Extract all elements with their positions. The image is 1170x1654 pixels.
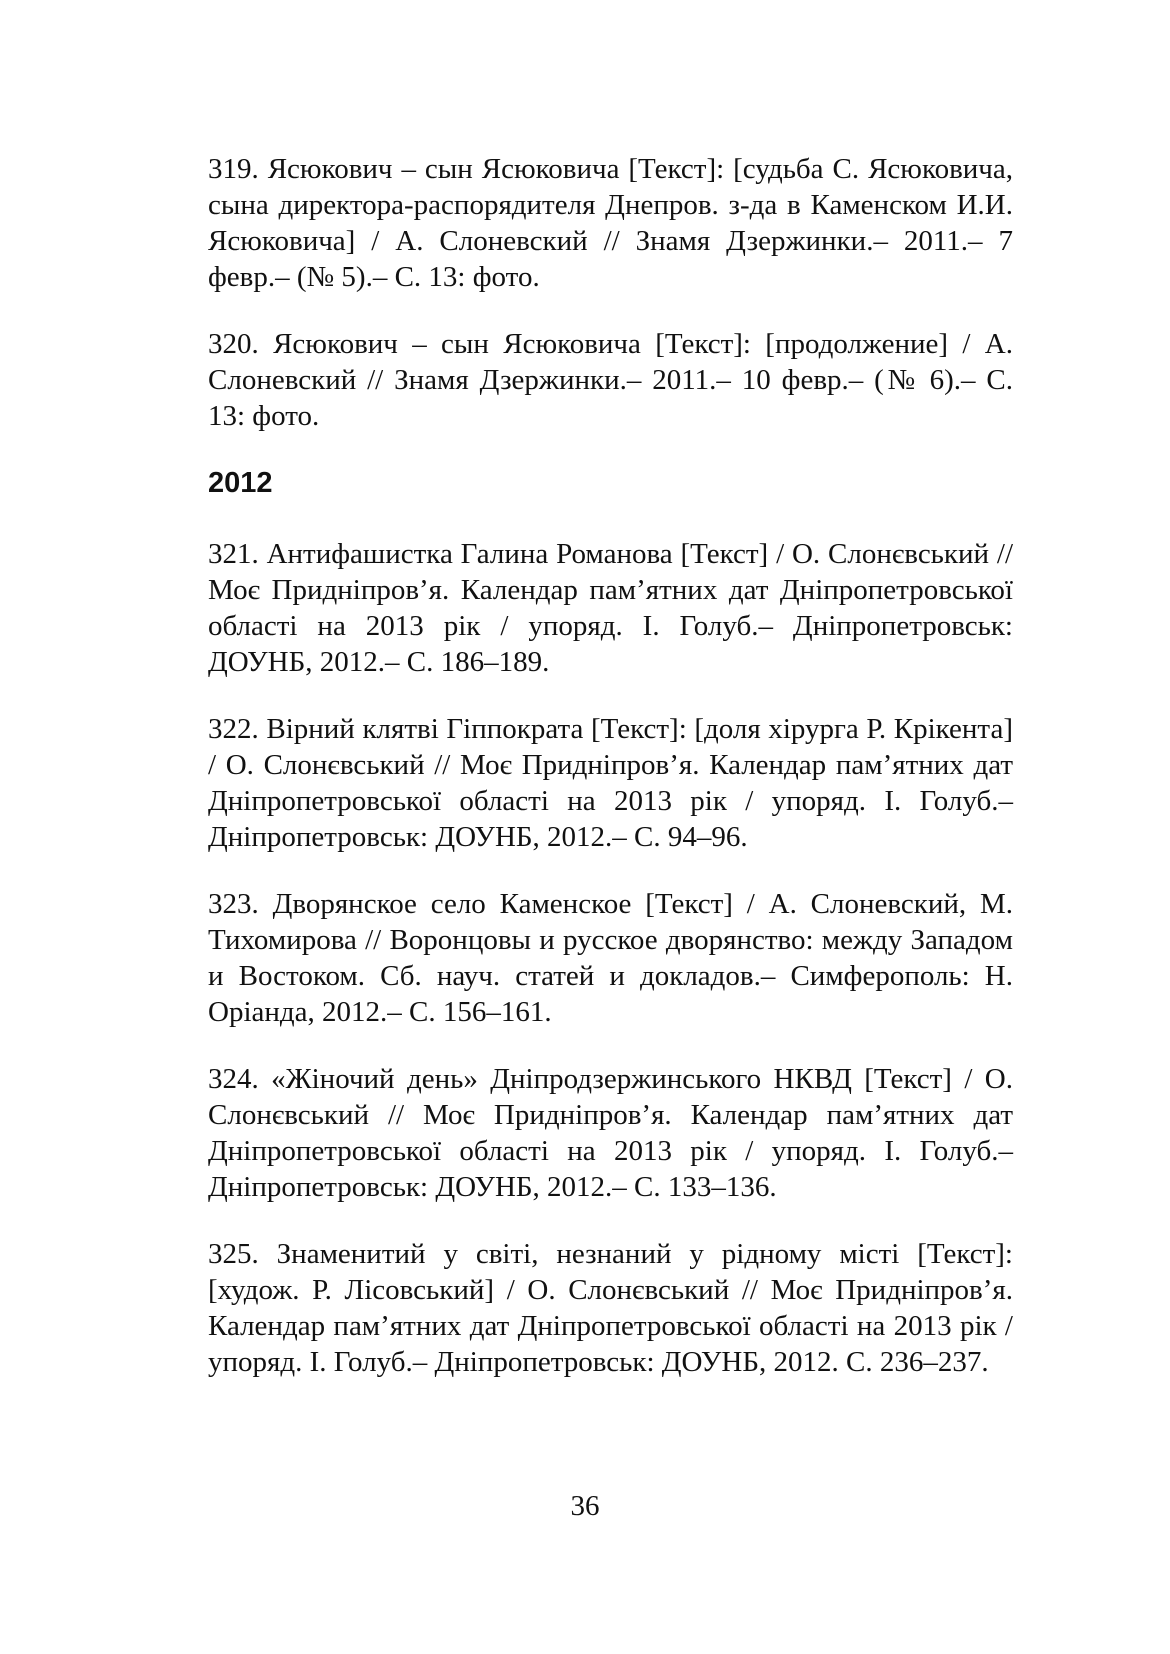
bibliography-entry-325: 325. Знаменитий у світі, незнаний у рідному місті [Текст]: [худож. Р. Лісовський] / О. Слонєвський // Моє Придніпров’я. Календар пам’ятних дат Дніпропетровської області на 2013 рік / упоряд. І. Голуб.– Дніпропетровськ: ДОУНБ, 2012. С. 236–237. [208, 1238, 1013, 1378]
bibliography-entry-320: 320. Ясюкович – сын Ясюковича [Текст]: [продолжение] / А. Слоневский // Знамя Дзержинки.– 2011.– 10 февр.– (№ 6).– С. 13: фото. [208, 328, 1013, 432]
bibliography-entry-323: 323. Дворянское село Каменское [Текст] / А. Слоневский, М. Тихомирова // Воронцовы и русское дворянство: между Западом и Востоком. Сб. науч. статей и докладов.– Симферополь: Н. Оріанда, 2012.– С. 156–161. [208, 888, 1013, 1028]
page-number: 36 [570, 1490, 600, 1522]
section-heading-year: 2012 [208, 467, 273, 499]
bibliography-list [208, 151, 1013, 1411]
bibliography-entry-322: 322. Вірний клятві Гіппократа [Текст]: [доля хірурга Р. Крікента] / О. Слонєвський // Моє Придніпров’я. Календар пам’ятних дат Дніпропетровської області на 2013 рік / упоряд. І. Голуб.– Дніпропетровськ: ДОУНБ, 2012.– С. 94–96. [208, 713, 1013, 853]
bibliography-entry-319: 319. Ясюкович – сын Ясюковича [Текст]: [судьба С. Ясюковича, сына директора-распорядителя Днепров. з-да в Каменском И.И. Ясюковича] / А. Слоневский // Знамя Дзержинки.– 2011.– 7 февр.– (№ 5).– С. 13: фото. [208, 153, 1013, 293]
bibliography-entry-324: 324. «Жіночий день» Дніпродзержинського НКВД [Текст] / О. Слонєвський // Моє Придніпров’я. Календар пам’ятних дат Дніпропетровської області на 2013 рік / упоряд. І. Голуб.– Дніпропетровськ: ДОУНБ, 2012.– С. 133–136. [208, 1063, 1013, 1203]
bibliography-entry-321: 321. Антифашистка Галина Романова [Текст] / О. Слонєвський // Моє Придніпров’я. Календар пам’ятних дат Дніпропетровської області на 2013 рік / упоряд. І. Голуб.– Дніпропетровськ: ДОУНБ, 2012.– С. 186–189. [208, 538, 1013, 678]
